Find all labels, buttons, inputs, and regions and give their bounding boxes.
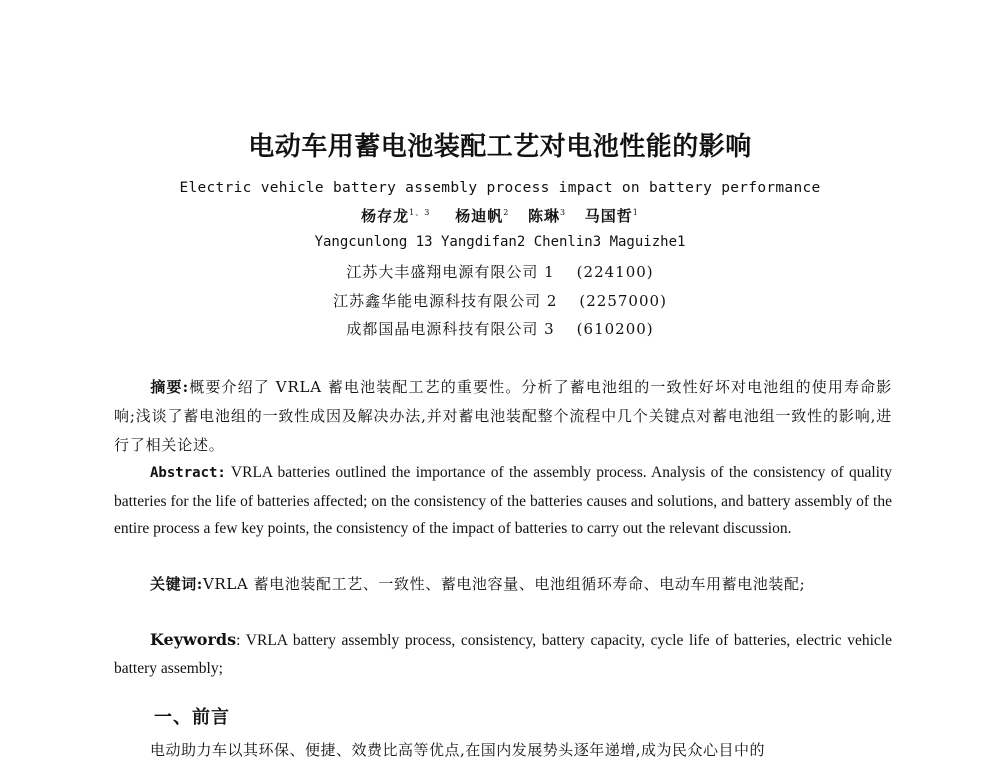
author-affiliation-mark: 1、3 [409, 208, 431, 217]
author-name: 杨存龙 [361, 207, 410, 225]
abstract-english [114, 459, 892, 543]
author-affiliation-mark: 2 [503, 208, 510, 217]
author-affiliation-mark: 1 [632, 208, 639, 217]
abstract-english-label: Abstract: [150, 465, 226, 481]
paper-title: 电动车用蓄电池装配工艺对电池性能的影响 [248, 132, 752, 162]
author-name: 陈琳 [527, 207, 560, 225]
abstract-chinese [114, 373, 892, 460]
postal-code: (224100) [576, 263, 654, 281]
affiliation-name: 江苏大丰盛翔电源有限公司 1 [346, 263, 555, 281]
keywords-english-label: Keywords [150, 630, 237, 649]
keywords-english [114, 626, 892, 683]
section-body-text: 电动助力车以其环保、便捷、效费比高等优点,在国内发展势头逐年递增,成为民众心目中的 [150, 741, 766, 759]
affiliation [0, 318, 1000, 339]
postal-code: (610200) [576, 320, 654, 338]
authors-english: Yangcunlong 13 Yangdifan2 Chenlin3 Maguizhe1 [314, 234, 686, 250]
author-name: 杨迪帆 [455, 207, 504, 225]
keywords-chinese-label: 关键词: [150, 575, 203, 593]
affiliation [0, 290, 1000, 311]
affiliation-name: 江苏鑫华能电源科技有限公司 2 [333, 292, 558, 310]
affiliation-name: 成都国晶电源科技有限公司 3 [346, 320, 555, 338]
author-affiliation-mark: 3 [560, 208, 567, 217]
keywords-chinese [114, 569, 892, 599]
keywords-english-text: : VRLA battery assembly process, consistency, battery capacity, cycle life of batteries, electric vehicle battery assembly; [114, 632, 892, 677]
keywords-chinese-text: VRLA 蓄电池装配工艺、一致性、蓄电池容量、电池组循环寿命、电动车用蓄电池装配; [202, 575, 806, 593]
paper-title-english: Electric vehicle battery assembly process impact on battery performance [179, 180, 821, 196]
section-heading: 一、前言 [154, 707, 230, 728]
author-name: 马国哲 [584, 207, 633, 225]
abstract-chinese-label: 摘要: [150, 378, 189, 396]
postal-code: (2257000) [579, 292, 667, 310]
abstract-english-text: VRLA batteries outlined the importance of the assembly process. Analysis of the consistency of quality batteries for the life of batteries affected; on the consistency of the batteries causes and solutions, and battery assembly of the entire process a few key points, the consistency of the impact of batteries to carry out the relevant discussion. [114, 464, 892, 537]
authors-chinese [0, 205, 1000, 226]
abstract-chinese-text: 概要介绍了 VRLA 蓄电池装配工艺的重要性。分析了蓄电池组的一致性好坏对电池组的使用寿命影响;浅谈了蓄电池组的一致性成因及解决办法,并对蓄电池装配整个流程中几个关键点对蓄电池组一致性的影响,进行了相关论述。 [114, 378, 893, 454]
affiliation [0, 261, 1000, 282]
